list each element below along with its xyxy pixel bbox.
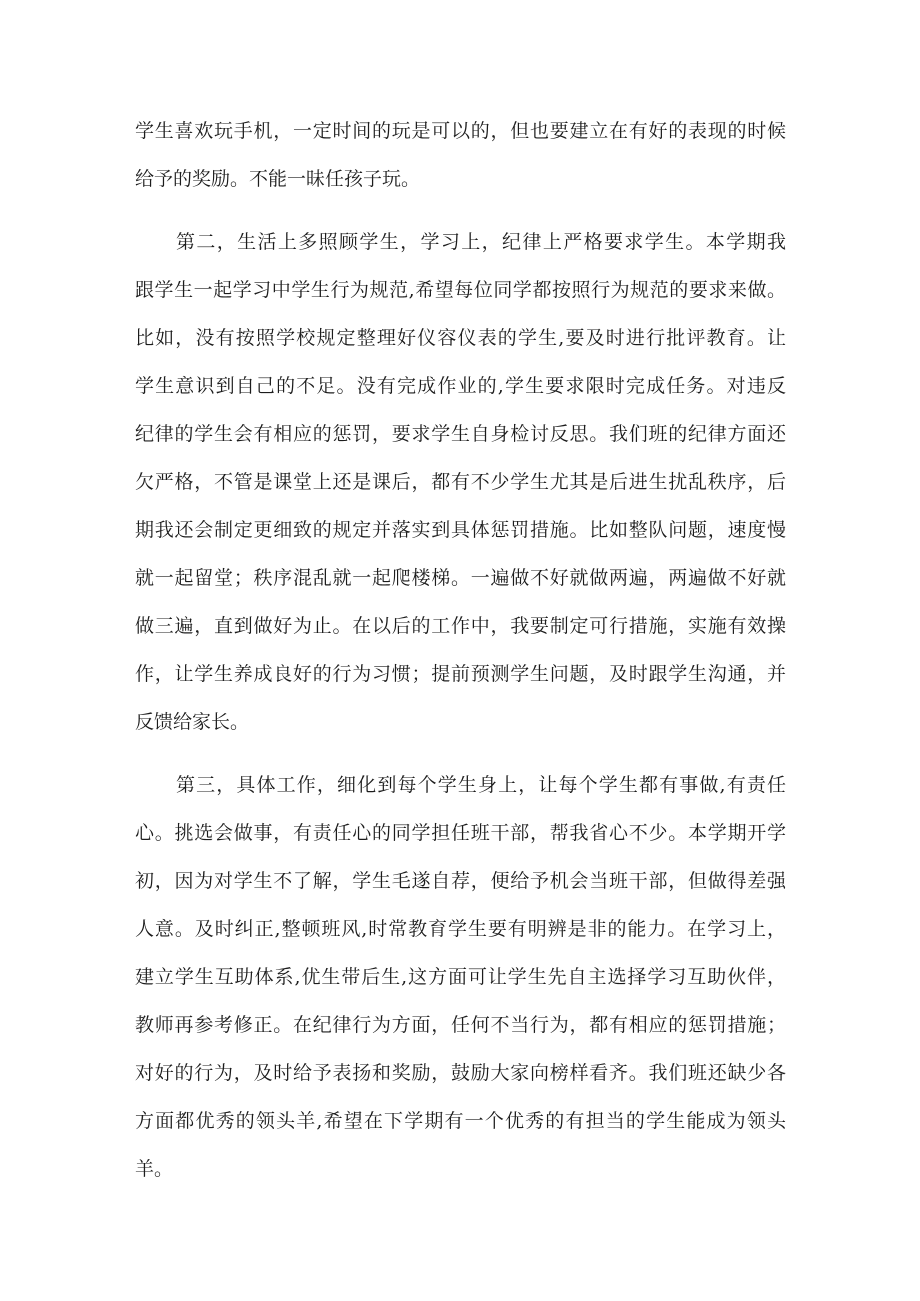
text-line: 纪律的学生会有相应的惩罚，要求学生自身检讨反思。我们班的纪律方面还 — [135, 423, 786, 445]
paragraph-1 — [135, 107, 786, 203]
text-line: 第三，具体工作，细化到每个学生身上，让每个学生都有事做,有责任 — [176, 774, 786, 796]
text-line: 期我还会制定更细致的规定并落实到具体惩罚措施。比如整队问题，速度慢 — [135, 519, 786, 541]
paragraph-2 — [135, 218, 786, 746]
text-line: 跟学生一起学习中学生行为规范,希望每位同学都按照行为规范的要求来做。 — [135, 279, 786, 301]
text-line: 教师再参考修正。在纪律行为方面，任何不当行为，都有相应的惩罚措施； — [135, 1014, 786, 1036]
text-line: 羊。 — [135, 1158, 174, 1180]
document-body — [135, 107, 786, 1208]
text-line: 作，让学生养成良好的行为习惯；提前预测学生问题，及时跟学生沟通，并 — [135, 663, 786, 685]
paragraph-3 — [135, 761, 786, 1193]
text-line: 欠严格，不管是课堂上还是课后，都有不少学生尤其是后进生扰乱秩序，后 — [135, 471, 786, 493]
text-line: 学生意识到自己的不足。没有完成作业的,学生要求限时完成任务。对违反 — [135, 375, 786, 397]
text-line: 方面都优秀的领头羊,希望在下学期有一个优秀的有担当的学生能成为领头 — [135, 1110, 786, 1132]
text-line: 就一起留堂；秩序混乱就一起爬楼梯。一遍做不好就做两遍，两遍做不好就 — [135, 567, 786, 589]
text-line: 对好的行为，及时给予表扬和奖励，鼓励大家向榜样看齐。我们班还缺少各 — [135, 1062, 786, 1084]
text-line: 学生喜欢玩手机，一定时间的玩是可以的，但也要建立在有好的表现的时候 — [135, 120, 786, 142]
text-line: 心。挑选会做事，有责任心的同学担任班干部，帮我省心不少。本学期开学 — [135, 822, 786, 844]
text-line: 做三遍，直到做好为止。在以后的工作中，我要制定可行措施，实施有效操 — [135, 615, 786, 637]
text-line: 反馈给家长。 — [135, 711, 250, 733]
text-line: 初，因为对学生不了解，学生毛遂自荐，便给予机会当班干部，但做得差强 — [135, 870, 786, 892]
text-line: 比如，没有按照学校规定整理好仪容仪表的学生,要及时进行批评教育。让 — [135, 327, 786, 349]
text-line: 第二，生活上多照顾学生，学习上，纪律上严格要求学生。本学期我 — [176, 231, 786, 253]
text-line: 人意。及时纠正,整顿班风,时常教育学生要有明辨是非的能力。在学习上， — [135, 918, 786, 940]
text-line: 建立学生互助体系,优生带后生,这方面可让学生先自主选择学习互助伙伴， — [135, 966, 786, 988]
text-line: 给予的奖励。不能一昧任孩子玩。 — [135, 168, 421, 190]
